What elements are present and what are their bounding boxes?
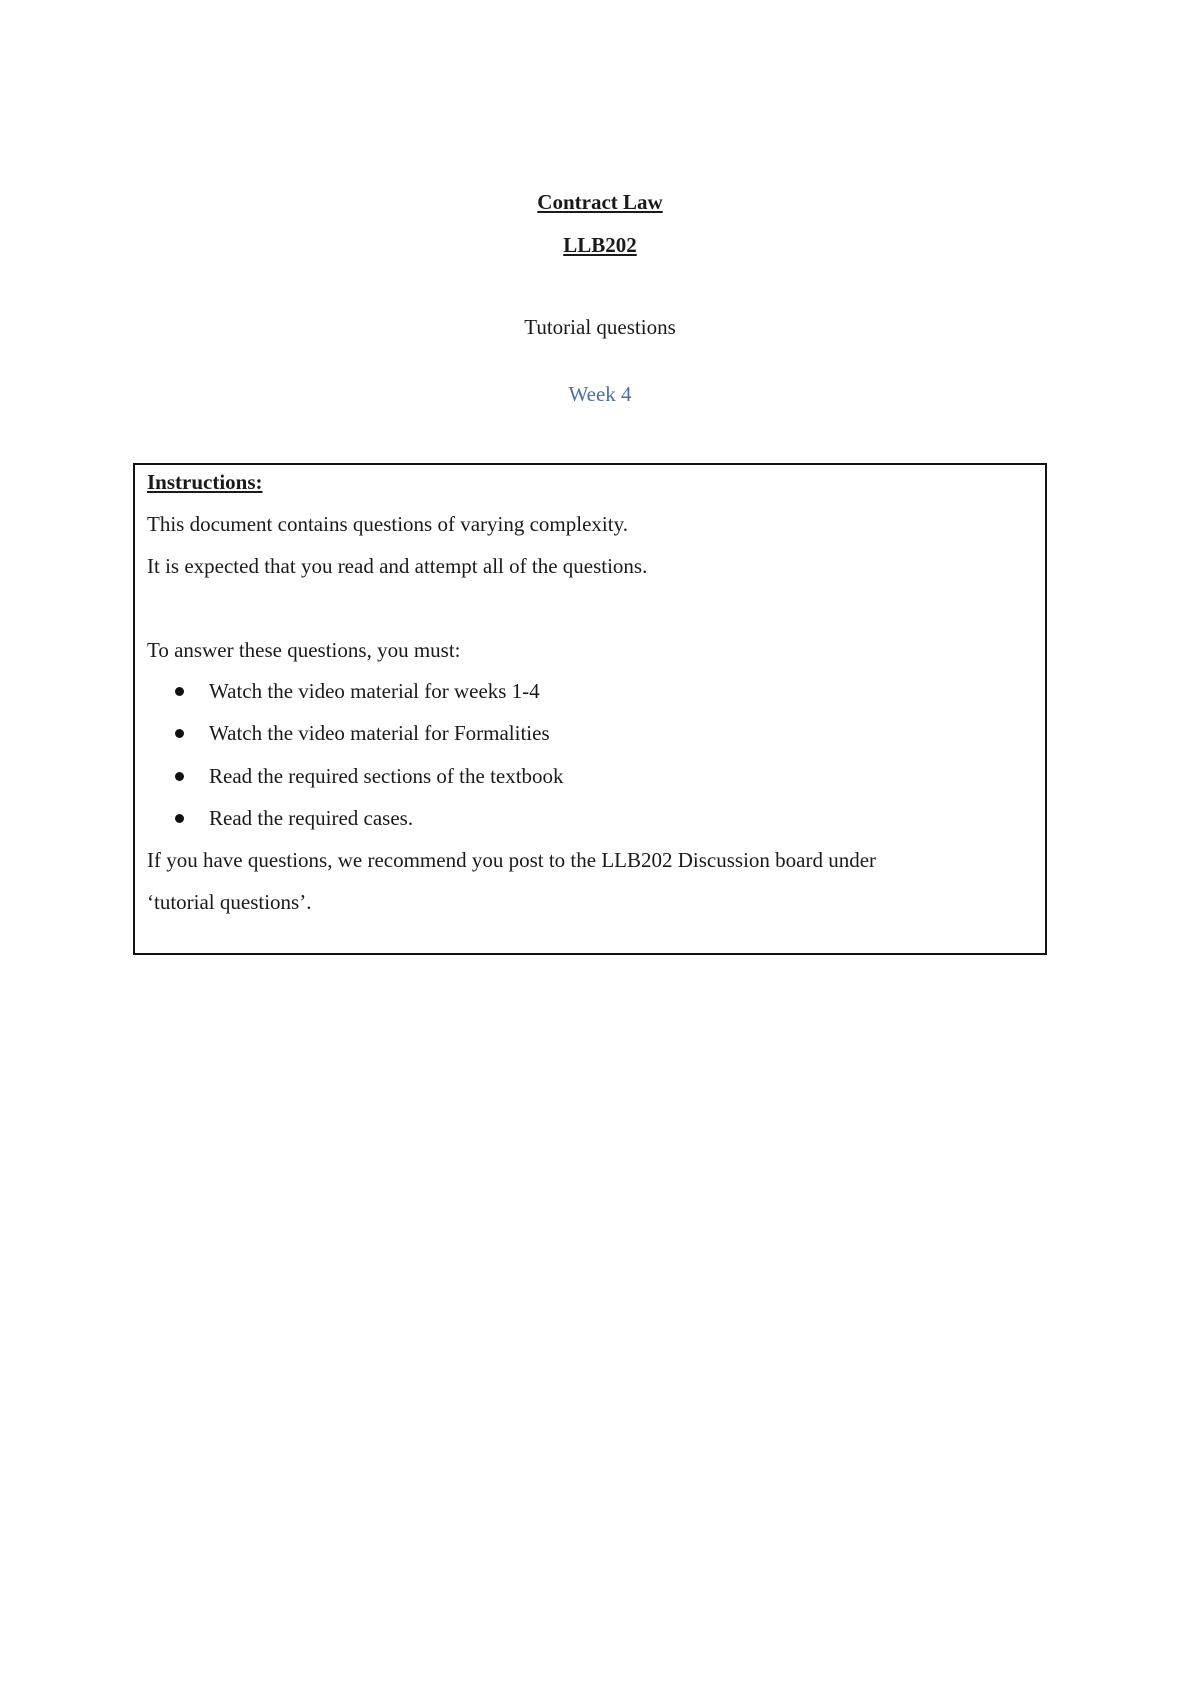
bullet-icon	[175, 772, 184, 781]
list-item-text: Watch the video material for weeks 1-4	[209, 679, 540, 703]
list-item-text: Read the required sections of the textbook	[209, 764, 564, 788]
list-item	[175, 679, 540, 703]
instructions-closing-line: ‘tutorial questions’.	[147, 890, 312, 914]
course-title: Contract Law	[537, 190, 663, 214]
bullet-icon	[175, 729, 184, 738]
bullet-icon	[175, 814, 184, 823]
instructions-box	[133, 463, 1047, 955]
instructions-line: It is expected that you read and attempt all of the questions.	[147, 554, 648, 578]
instructions-heading: Instructions:	[147, 470, 263, 494]
list-item	[175, 806, 413, 830]
list-item-text: Watch the video material for Formalities	[209, 721, 550, 745]
list-item	[175, 721, 550, 745]
list-item-text: Read the required cases.	[209, 806, 414, 830]
week-label: Week 4	[568, 382, 632, 406]
bullet-icon	[175, 687, 184, 696]
instructions-line: To answer these questions, you must:	[147, 638, 461, 662]
course-code: LLB202	[563, 233, 637, 257]
document-type: Tutorial questions	[524, 315, 676, 339]
instructions-line: This document contains questions of varying complexity.	[147, 512, 628, 536]
list-item	[175, 764, 564, 788]
instructions-closing-line: If you have questions, we recommend you post to the LLB202 Discussion board under	[147, 848, 877, 872]
